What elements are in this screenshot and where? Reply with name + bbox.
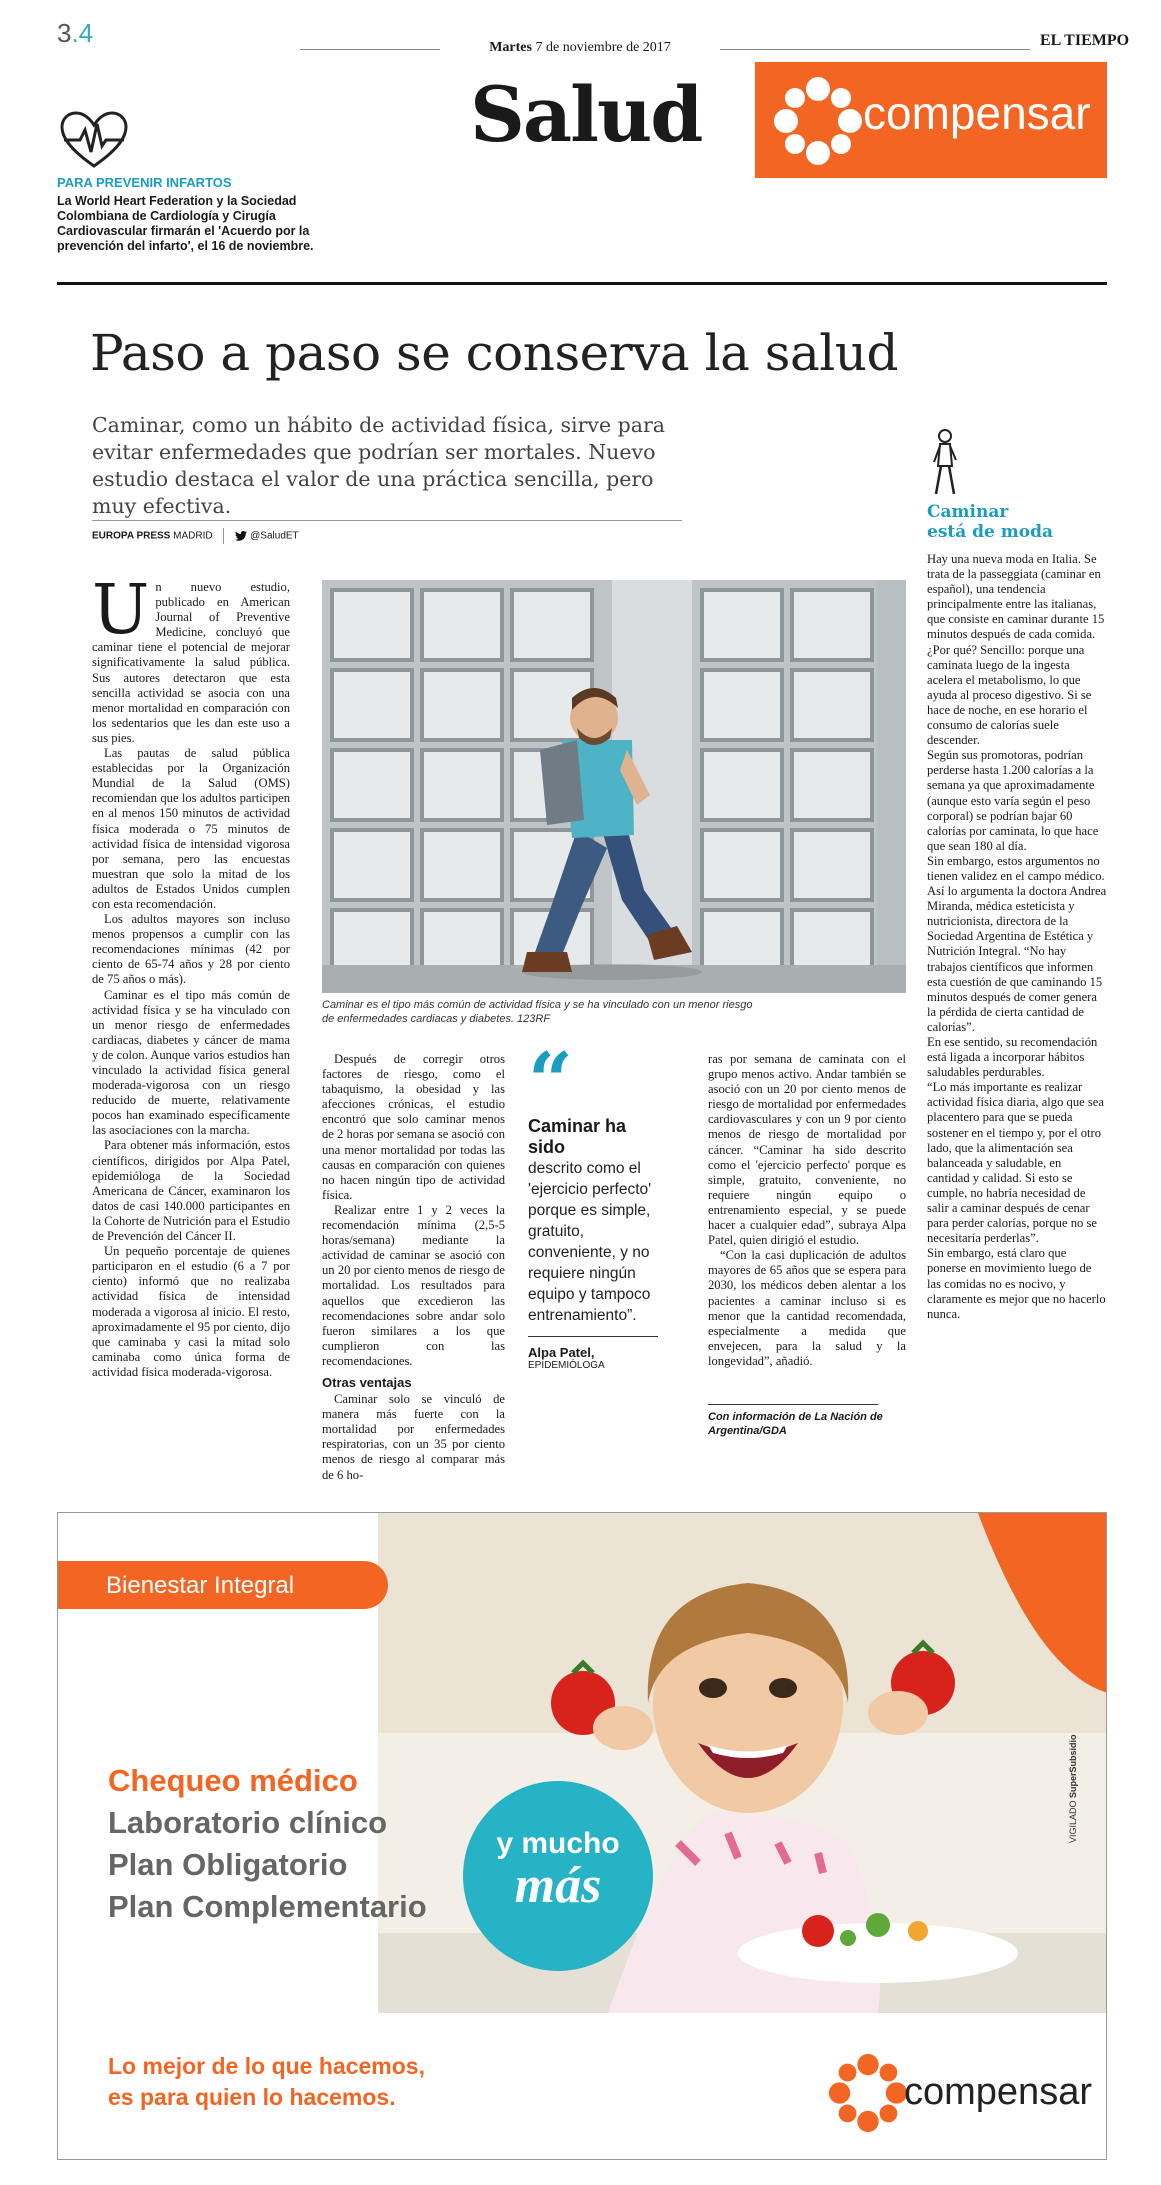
paragraph: “Lo más importante es realizar actividad física diaria, algo que sea placentero para que se pueda sostener en el tiempo y, por el otro lado, que la alimentación sea balanceada y saludable, en cantidad y calidad. Si esto se cumple, no habría necesidad de salir a caminar después de cenar para perder calorías, porque no se necesitaría perderlas”. — [927, 1080, 1104, 1246]
section-title: Salud — [470, 70, 702, 159]
ad-service-item: Chequeo médico — [108, 1763, 358, 1798]
quote-lead: Caminar ha sido — [528, 1116, 627, 1157]
compensar-logo-icon — [773, 76, 863, 166]
advertisement[interactable] — [57, 1512, 1107, 2160]
ad-service-item: Plan Complementario — [108, 1889, 427, 1924]
quote-author: Alpa Patel, — [528, 1345, 595, 1360]
quote-mark-icon: “ — [528, 1036, 573, 1127]
article-deck: Caminar, como un hábito de actividad física, sirve para evitar enfermedades que podrían ser mortales. Nuevo estudio destaca el valor de una práctica sencilla, pero muy efectiva. — [92, 413, 665, 518]
paragraph: ras por semana de caminata con el grupo menos activo. Andar también se asoció con un 20 por ciento menos de riesgo de mortalidad por enfermedades cardiovasculares y con un 9 por ciento menos de riesgo de mortalidad por cáncer. “Caminar ha sido descrito como el 'ejercicio perfecto' porque es simple, gratuito, conveniente, no requiere ningún equipo o entrenamiento especial, y se puede hacer a cualquier edad”, subraya Alpa Patel, quien dirigió el estudio. — [708, 1052, 906, 1248]
quote-body: descrito como el 'ejercicio perfecto' porque es simple, gratuito, conveniente, y no requiere ningún equipo y tampoco entrenamiento”. — [528, 1160, 652, 1324]
paragraph: Las pautas de salud pública establecidas por la Organización Mundial de la Salud (OMS) recomiendan que los adultos participen en al menos 150 minutos de actividad física moderada o 75 minutos de actividad física de intensidad vigorosa por semana, pero las encuestas muestran que solo la mitad de los adultos de Estados Unidos cumplen con esta recomendación. — [92, 746, 290, 911]
paragraph: Caminar solo se vinculó de manera más fuerte con la mortalidad por enfermedades respiratorias, con un 35 por ciento menos de riesgo al comparar más de 6 ho- — [322, 1392, 505, 1482]
page-number: 3.4 — [57, 18, 94, 48]
subhead: Otras ventajas — [322, 1374, 412, 1390]
ad-service-item: Plan Obligatorio — [108, 1847, 348, 1882]
sidebar-title: Caminar está de moda — [927, 502, 1054, 542]
paragraph: Realizar entre 1 y 2 veces la recomendación mínima (2,5-5 horas/semana) mediante la actividad de caminar se asoció con un 20 por ciento menos de riesgo de mortalidad. Los resultados para aquellos que excedieron las recomendaciones sobre andar solo fueron similares a los que cumplieron con las recomendaciones. — [322, 1202, 505, 1368]
heart-pulse-icon — [58, 110, 130, 170]
ad-brand-logo[interactable]: compensar — [828, 2053, 1098, 2133]
brief-kicker: PARA PREVENIR INFARTOS — [57, 175, 232, 190]
header-rule-left — [300, 49, 440, 50]
walking-person-icon — [930, 428, 960, 498]
paragraph: Así lo argumenta la doctora Andrea Miranda, médica esteticista y nutricionista, directora de la Sociedad Argentina de Estética y Nutrición Integral. “No hay trabajos científicos que informen esta cuestión de que caminando 15 minutos después de comer genera la pérdida de cierta cantidad de calorías”. — [927, 884, 1107, 1034]
paragraph: “Con la casi duplicación de adultos mayores de 65 años que se espera para 2030, los médicos deben alentar a los pacientes a caminar incluso si es menor que la cantidad recomendada, especialmente a medida que envejecen, para la salud y la longevidad”, añadió. — [708, 1248, 906, 1368]
article-column-1 — [92, 571, 290, 1380]
quote-author-role: EPIDEMIÓLOGA — [528, 1360, 605, 1371]
paragraph: Hay una nueva moda en Italia. Se trata de la passeggiata (caminar en español), una tendencia principalmente entre las italianas, que consiste en caminar durante 15 minutos después de cada comida. ¿Por qué? Sencillo: porque una caminata luego de la ingesta acelera el metabolismo, lo que ayuda al proceso digestivo. Si se hace de noche, en ese horario el consumo de calorías suele descender. — [927, 552, 1105, 748]
compensar-logo-icon — [828, 2053, 908, 2133]
byline-rule — [92, 520, 682, 521]
article-credit: Con información de La Nación de Argentina/GDA — [708, 1411, 883, 1437]
brief-text: La World Heart Federation y la Sociedad Colombiana de Cardiología y Cirugía Cardiovascular firmarán el 'Acuerdo por la prevención del infarto', el 16 de noviembre. — [57, 194, 314, 253]
paragraph: n nuevo estudio, publicado en American Journal of Preventive Medicine, concluyó que caminar tiene el potencial de mejorar significativamente la salud pública. Sus autores detectaron que esta sencilla actividad se asocia con una menor mortalidad en comparación con los sedentarios que les dan este uso a sus pies. — [92, 580, 290, 745]
byline-city: MADRID — [173, 530, 213, 542]
paragraph: Sin embargo, estos argumentos no tienen validez en el campo médico. — [927, 853, 1105, 883]
pull-quote — [528, 1036, 668, 1371]
ad-regulator-note: VIGILADO SuperSubsidio — [1068, 1734, 1078, 1843]
section-divider — [57, 282, 1107, 285]
quote-rule — [528, 1336, 658, 1337]
photo-caption: Caminar es el tipo más común de actividad física y se ha vinculado con un menor riesgo de enfermedades cardiacas y diabetes. 123RF — [322, 999, 753, 1025]
header-rule-right — [720, 49, 1030, 50]
paragraph: Según sus promotoras, podrían perderse hasta 1.200 calorías a la semana ya que aproximadamente (aunque esto varía según el peso corporal) se podrían bajar 60 calorías por caminata, lo que hace que sean 180 al día. — [927, 748, 1099, 853]
drop-cap: U — [92, 571, 150, 650]
twitter-bird-icon — [235, 531, 247, 541]
newspaper-name: EL TIEMPO — [1040, 32, 1130, 49]
ad-tag: Bienestar Integral — [58, 1561, 388, 1609]
paragraph: En ese sentido, su recomendación está ligada a incorporar hábitos saludables perdurables. — [927, 1035, 1098, 1080]
sponsor-banner[interactable] — [755, 62, 1107, 178]
article-column-4 — [708, 1052, 906, 1369]
credit-rule — [708, 1404, 878, 1405]
byline-agency: EUROPA PRESS — [92, 530, 171, 542]
article-headline: Paso a paso se conserva la salud — [90, 324, 898, 382]
ad-service-item: Laboratorio clínico — [108, 1805, 388, 1840]
sidebar-text — [927, 552, 1107, 1322]
byline-twitter[interactable]: @SaludET — [250, 530, 299, 542]
byline — [92, 528, 299, 544]
paragraph: Después de corregir otros factores de riesgo, como el tabaquismo, la obesidad y las afecciones crónicas, el estudio encontró que solo caminar menos de 2 horas por semana se asoció con una menor mortalidad por todas las causas en comparación con quienes no hacen ningún tipo de actividad física. — [322, 1052, 505, 1202]
paragraph: Un pequeño porcentaje de quienes participaron en el estudio (6 a 7 por ciento) informó que no realizaba actividad física de intensidad moderada a vigorosa al inicio. El resto, aproximadamente el 95 por ciento, dijo que caminaba y casi la mitad solo caminaba como única forma de actividad física moderada-vigorosa. — [92, 1244, 290, 1379]
article-photo — [322, 580, 906, 993]
paragraph: Los adultos mayores son incluso menos propensos a cumplir con las recomendaciones mínimas (42 por ciento de 65-74 años y 28 por ciento de 75 años o más). — [92, 912, 290, 987]
paragraph: Sin embargo, está claro que ponerse en movimiento luego de las comidas no es nocivo, y claramente es mejor que no hacerlo nunca. — [927, 1246, 1106, 1321]
edition-date: Martes 7 de noviembre de 2017 — [489, 40, 671, 55]
byline-separator — [223, 528, 224, 544]
paragraph: Para obtener más información, estos científicos, dirigidos por Alpa Patel, epidemióloga de la Sociedad Americana de Cáncer, examinaron los datos de casi 140.000 participantes en la Cohorte de Nutrición para el Estudio de Prevención del Cáncer II. — [92, 1138, 290, 1244]
sponsor-brand: compensar — [863, 87, 1091, 139]
paragraph: Caminar es el tipo más común de actividad física y se ha vinculado con un menor riesgo de enfermedades cardiacas, diabetes y cáncer de mama y de colon. Aunque varios estudios han vinculado la actividad física general moderada-vigorosa con un riesgo reducido de muerte, relativamente pocos han examinado específicamente las asociaciones con la marcha. — [92, 987, 290, 1138]
ad-slogan: Lo mejor de lo que hacemos, es para quien lo hacemos. — [108, 2053, 425, 2110]
ad-bubble: y mucho más — [463, 1781, 653, 1971]
article-column-2 — [322, 1052, 505, 1483]
